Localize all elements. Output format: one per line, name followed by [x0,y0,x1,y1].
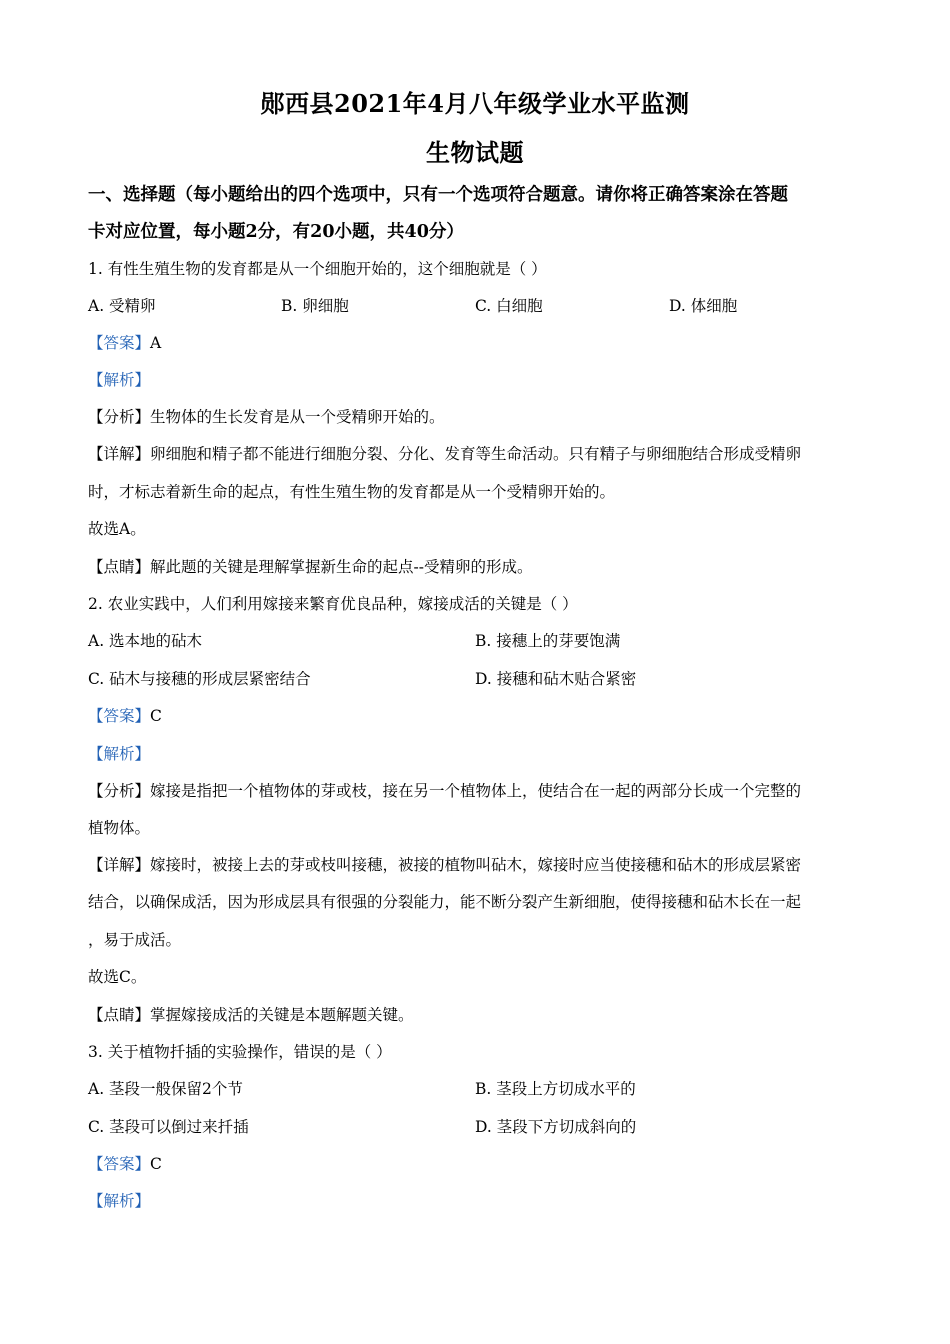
question-3-answer [88,1152,162,1174]
dianjing-text: 解此题的关键是理解掌握新生命的起点--受精卵的形成。 [150,558,533,576]
question-2-option-a: A. 选本地的砧木 [88,632,203,650]
answer-tag: 【答案】 [88,707,151,725]
question-3-option-a: A. 茎段一般保留2个节 [88,1080,243,1098]
question-3-stem: 3. 关于植物扦插的实验操作，错误的是（ ） [88,1043,392,1061]
question-2-stem: 2. 农业实践中，人们利用嫁接来繁育优良品种，嫁接成活的关键是（ ） [88,595,578,613]
dianjing-text: 掌握嫁接成活的关键是本题解题关键。 [150,1006,414,1024]
question-2-option-c: C. 砧木与接穗的形成层紧密结合 [88,670,311,688]
section-heading-line-2: 卡对应位置，每小题2分，有20小题，共40分） [88,222,464,242]
document-subtitle: 生物试题 [426,138,524,167]
question-1-answer [88,331,161,353]
question-3-option-d: D. 茎段下方切成斜向的 [475,1118,637,1136]
analysis-tag: 【解析】 [88,745,151,763]
analysis-tag: 【解析】 [88,371,151,389]
question-2-conclusion: 故选C。 [88,968,147,986]
question-3-option-c: C. 茎段可以倒过来扦插 [88,1118,249,1136]
question-1-conclusion: 故选A。 [88,520,146,538]
xiangjie-text: 嫁接时，被接上去的芽或枝叫接穗，被接的植物叫砧木，嫁接时应当使接穗和砧木的形成层紧密 [150,856,802,874]
fenxi-text: 生物体的生长发育是从一个受精卵开始的。 [150,408,445,426]
answer-value: C [150,1155,162,1173]
fenxi-tag: 【分析】 [88,782,151,800]
analysis-tag: 【解析】 [88,1192,151,1210]
xiangjie-tag: 【详解】 [88,445,151,463]
answer-tag: 【答案】 [88,1155,151,1173]
question-2-analysis-tag [88,742,150,764]
question-1-option-a: A. 受精卵 [88,297,156,315]
question-2-fenxi-line-1 [88,779,801,801]
question-2-answer [88,704,162,726]
question-1-xiangjie-line-1 [88,442,801,464]
question-2-xiangjie-line-1 [88,853,801,875]
question-1-fenxi [88,405,445,427]
xiangjie-text: 卵细胞和精子都不能进行细胞分裂、分化、发育等生命活动。只有精子与卵细胞结合形成受精卵 [150,445,802,463]
question-3-analysis-tag [88,1189,150,1211]
dianjing-tag: 【点睛】 [88,558,151,576]
section-heading-line-1: 一、选择题（每小题给出的四个选项中，只有一个选项符合题意。请你将正确答案涂在答题 [88,185,788,205]
question-2-xiangjie-line-3: ，易于成活。 [88,931,182,949]
question-1-stem: 1. 有性生殖生物的发育都是从一个细胞开始的，这个细胞就是（ ） [88,260,547,278]
answer-value: A [150,334,162,352]
document-title: 郧西县2021年4月八年级学业水平监测 [260,89,690,118]
question-1-option-d: D. 体细胞 [669,297,738,315]
question-1-option-b: B. 卵细胞 [281,297,349,315]
question-1-analysis-tag [88,368,150,390]
question-2-xiangjie-line-2: 结合，以确保成活，因为形成层具有很强的分裂能力，能不断分裂产生新细胞，使得接穗和砧木长在一起 [88,893,802,911]
question-1-xiangjie-line-2: 时，才标志着新生命的起点，有性生殖生物的发育都是从一个受精卵开始的。 [88,483,616,501]
question-2-option-b: B. 接穗上的芽要饱满 [475,632,621,650]
xiangjie-tag: 【详解】 [88,856,151,874]
dianjing-tag: 【点睛】 [88,1006,151,1024]
fenxi-text: 嫁接是指把一个植物体的芽或枝，接在另一个植物体上，使结合在一起的两部分长成一个完整的 [150,782,802,800]
question-3-option-b: B. 茎段上方切成水平的 [475,1080,636,1098]
answer-tag: 【答案】 [88,334,151,352]
question-1-dianjing [88,555,533,577]
question-2-dianjing [88,1003,414,1025]
question-2-fenxi-line-2: 植物体。 [88,819,151,837]
question-1-option-c: C. 白细胞 [475,297,543,315]
answer-value: C [150,707,162,725]
question-2-option-d: D. 接穗和砧木贴合紧密 [475,670,637,688]
fenxi-tag: 【分析】 [88,408,151,426]
